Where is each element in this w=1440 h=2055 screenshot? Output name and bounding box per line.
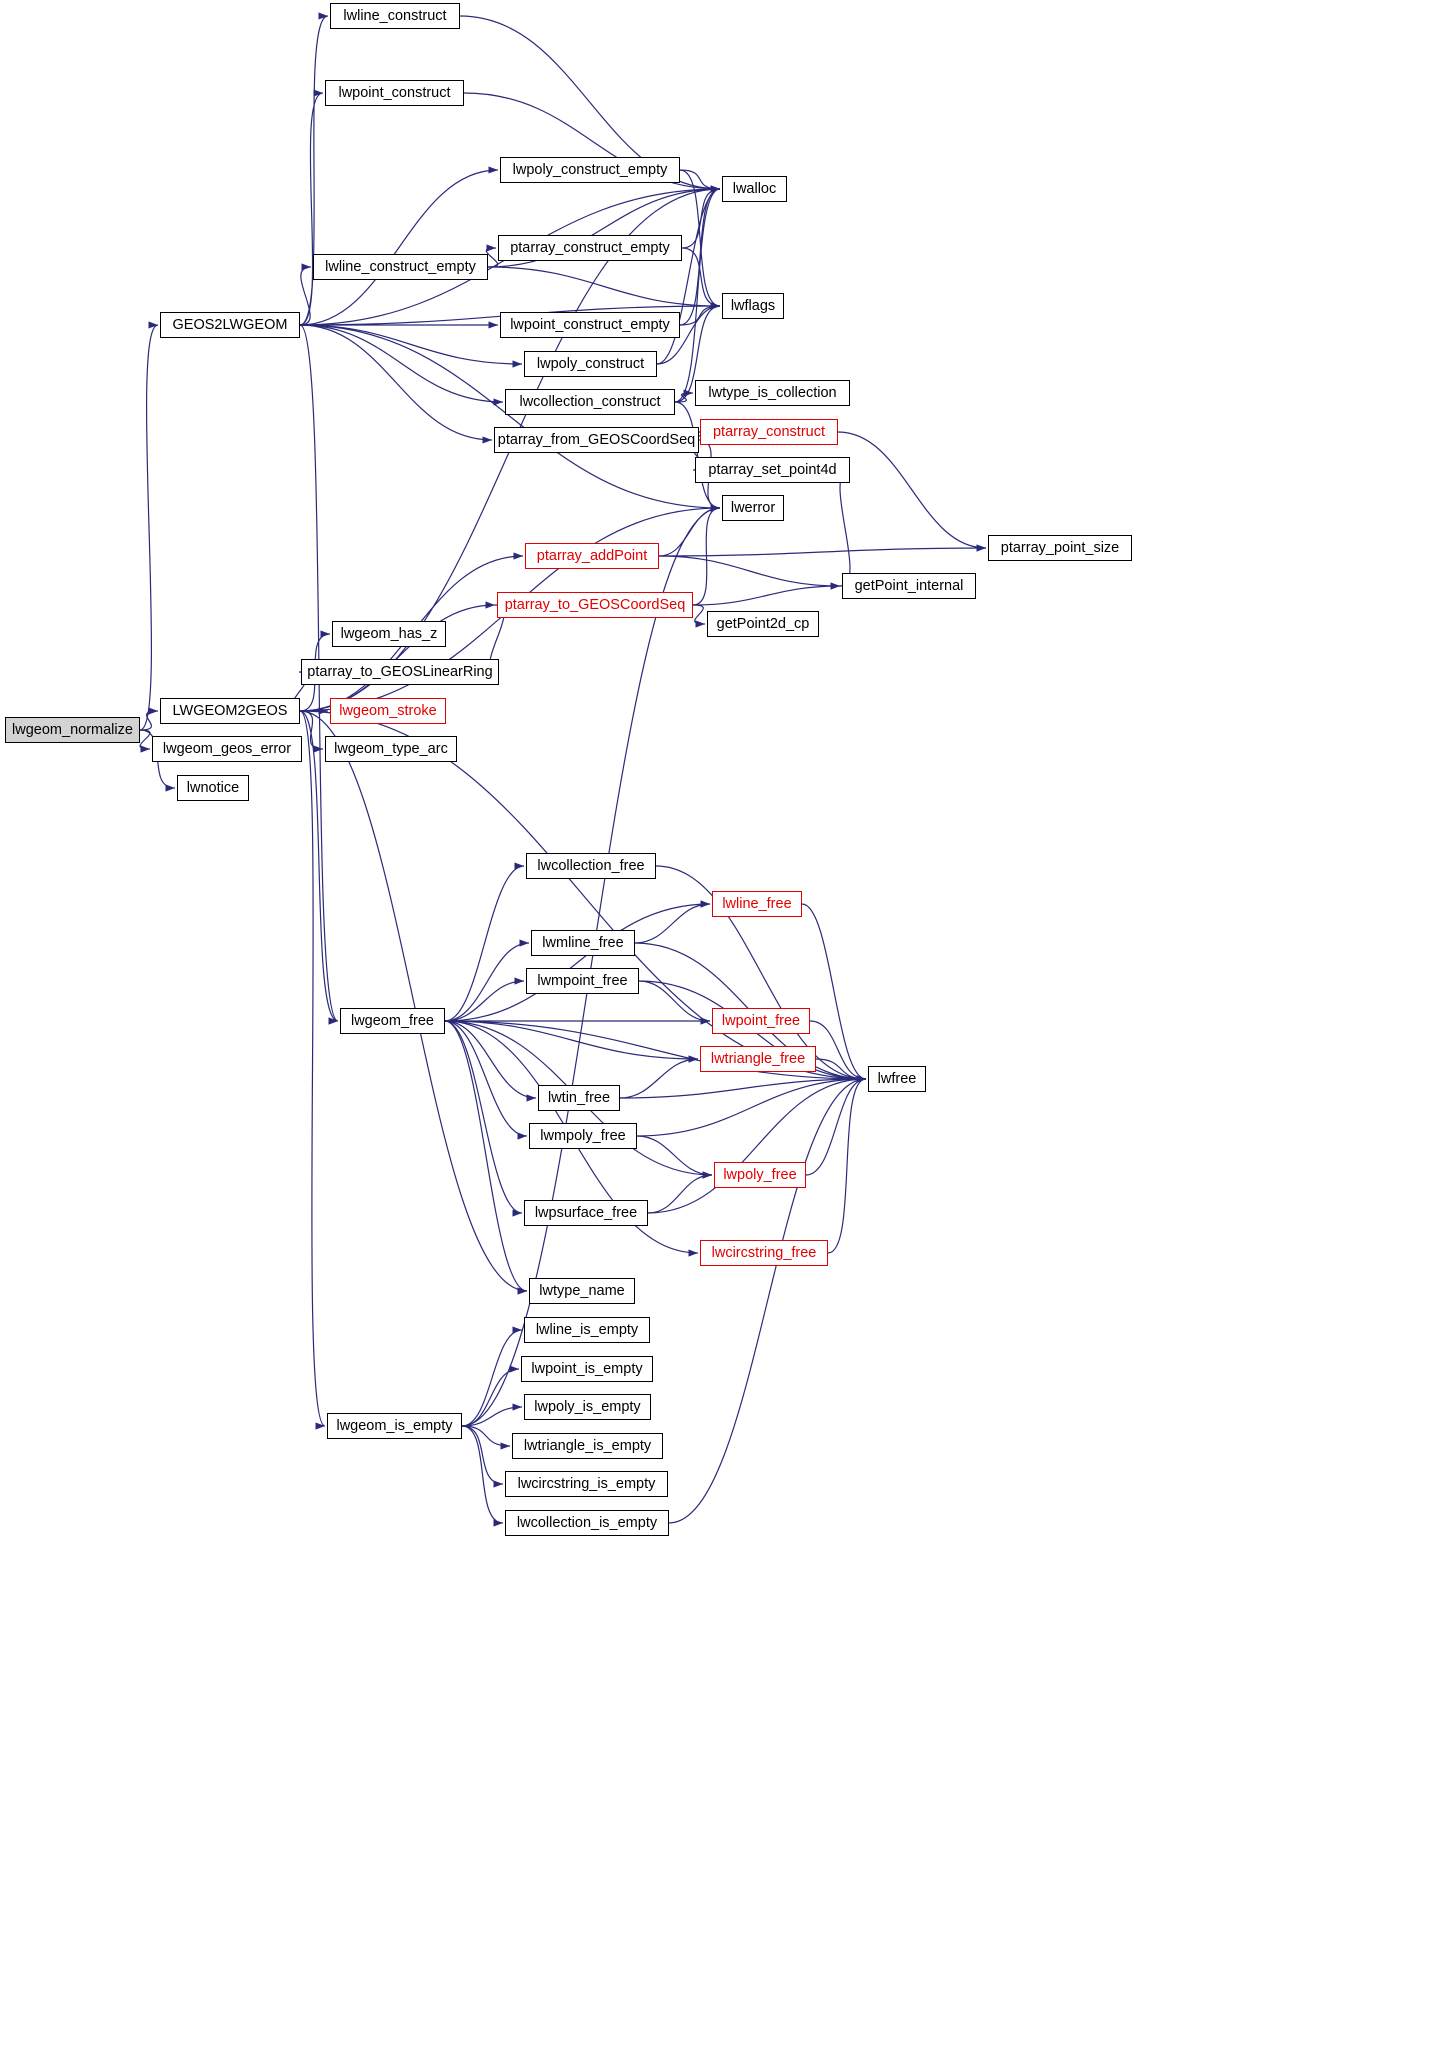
graph-node-lwgeom-has-z[interactable]: lwgeom_has_z xyxy=(332,621,446,647)
graph-node-lwnotice[interactable]: lwnotice xyxy=(177,775,249,801)
edge-GEOS2LWGEOM-to-lwerror xyxy=(300,325,720,508)
edge-lwmline_free-to-lwline_free xyxy=(635,904,710,943)
graph-node-lwtype-name[interactable]: lwtype_name xyxy=(529,1278,635,1304)
graph-node-lwcollection-free[interactable]: lwcollection_free xyxy=(526,853,656,879)
graph-node-lwgeom-type-arc[interactable]: lwgeom_type_arc xyxy=(325,736,457,762)
graph-node-lwline-construct[interactable]: lwline_construct xyxy=(330,3,460,29)
graph-node-lwline-construct-empty[interactable]: lwline_construct_empty xyxy=(313,254,488,280)
graph-node-ptarray-to-geoscoordseq[interactable]: ptarray_to_GEOSCoordSeq xyxy=(497,592,693,618)
graph-node-lwmpoint-free[interactable]: lwmpoint_free xyxy=(526,968,639,994)
graph-node-ptarray-from-geoscoordseq[interactable]: ptarray_from_GEOSCoordSeq xyxy=(494,427,699,453)
graph-node-lwpoly-free[interactable]: lwpoly_free xyxy=(714,1162,806,1188)
graph-node-geos2lwgeom[interactable]: GEOS2LWGEOM xyxy=(160,312,300,338)
edge-lwgeom_free-to-lwline_free xyxy=(445,904,710,1021)
edge-GEOS2LWGEOM-to-ptarray_from_GEOSCoordSeq xyxy=(300,325,492,440)
graph-node-lwgeom2geos[interactable]: LWGEOM2GEOS xyxy=(160,698,300,724)
edge-ptarray_to_GEOSCoordSeq-to-getPoint_internal xyxy=(693,586,840,605)
edge-GEOS2LWGEOM-to-lwcollection_construct xyxy=(300,325,503,402)
edge-ptarray_addPoint-to-getPoint_internal xyxy=(659,556,840,586)
graph-node-lwpoint-construct[interactable]: lwpoint_construct xyxy=(325,80,464,106)
edge-lwgeom_free-to-lwcollection_free xyxy=(445,866,524,1021)
graph-node-lwgeom-free[interactable]: lwgeom_free xyxy=(340,1008,445,1034)
graph-node-lwtriangle-free[interactable]: lwtriangle_free xyxy=(700,1046,816,1072)
graph-node-lwcollection-construct[interactable]: lwcollection_construct xyxy=(505,389,675,415)
graph-node-lwalloc[interactable]: lwalloc xyxy=(722,176,787,202)
edge-lwline_construct_empty-to-ptarray_construct_empty xyxy=(486,248,497,267)
graph-node-ptarray-set-point4d[interactable]: ptarray_set_point4d xyxy=(695,457,850,483)
edge-lwgeom_normalize-to-GEOS2LWGEOM xyxy=(140,325,158,730)
edge-lwgeom_is_empty-to-lwcollection_is_empty xyxy=(462,1426,503,1523)
graph-node-lwpoint-is-empty[interactable]: lwpoint_is_empty xyxy=(521,1356,653,1382)
edge-LWGEOM2GEOS-to-lwtype_name xyxy=(300,711,527,1291)
graph-node-lwpoint-construct-empty[interactable]: lwpoint_construct_empty xyxy=(500,312,680,338)
edge-lwgeom_is_empty-to-lwline_is_empty xyxy=(462,1330,522,1426)
edge-lwcollection_is_empty-to-lwfree xyxy=(669,1079,866,1523)
graph-node-getpoint-internal[interactable]: getPoint_internal xyxy=(842,573,976,599)
edge-lwcollection_construct-to-lwerror xyxy=(675,402,720,508)
edge-GEOS2LWGEOM-to-lwpoly_construct_empty xyxy=(300,170,498,325)
graph-node-lwpoint-free[interactable]: lwpoint_free xyxy=(712,1008,810,1034)
edge-GEOS2LWGEOM-to-lwline_construct_empty xyxy=(300,267,311,325)
graph-node-lwtriangle-is-empty[interactable]: lwtriangle_is_empty xyxy=(512,1433,663,1459)
graph-node-lwerror[interactable]: lwerror xyxy=(722,495,784,521)
graph-node-lwfree[interactable]: lwfree xyxy=(868,1066,926,1092)
graph-node-ptarray-addpoint[interactable]: ptarray_addPoint xyxy=(525,543,659,569)
edge-ptarray_set_point4d-to-getPoint_internal xyxy=(840,470,850,586)
edge-ptarray_addPoint-to-ptarray_point_size xyxy=(659,548,986,556)
graph-node-lwmpoly-free[interactable]: lwmpoly_free xyxy=(529,1123,637,1149)
graph-node-lwcollection-is-empty[interactable]: lwcollection_is_empty xyxy=(505,1510,669,1536)
graph-node-lwline-free[interactable]: lwline_free xyxy=(712,891,802,917)
graph-node-ptarray-to-geoslinearring[interactable]: ptarray_to_GEOSLinearRing xyxy=(301,659,499,685)
edge-lwgeom_normalize-to-LWGEOM2GEOS xyxy=(140,711,158,730)
graph-node-lwgeom-is-empty[interactable]: lwgeom_is_empty xyxy=(327,1413,462,1439)
edge-lwline_construct_empty-to-lwflags xyxy=(488,267,720,306)
graph-node-lwgeom-normalize[interactable]: lwgeom_normalize xyxy=(5,717,140,743)
edge-ptarray_to_GEOSCoordSeq-to-getPoint2d_cp xyxy=(693,605,705,624)
graph-node-lwgeom-stroke[interactable]: lwgeom_stroke xyxy=(330,698,446,724)
graph-node-ptarray-point-size[interactable]: ptarray_point_size xyxy=(988,535,1132,561)
edge-ptarray_construct-to-ptarray_point_size xyxy=(838,432,986,548)
graph-node-lwpsurface-free[interactable]: lwpsurface_free xyxy=(524,1200,648,1226)
edge-lwgeom_free-to-lwtype_name xyxy=(445,1021,527,1291)
graph-node-lwtype-is-collection[interactable]: lwtype_is_collection xyxy=(695,380,850,406)
graph-node-lwmline-free[interactable]: lwmline_free xyxy=(531,930,635,956)
graph-node-lwcircstring-free[interactable]: lwcircstring_free xyxy=(700,1240,828,1266)
graph-node-lwpoly-construct-empty[interactable]: lwpoly_construct_empty xyxy=(500,157,680,183)
graph-node-lwflags[interactable]: lwflags xyxy=(722,293,784,319)
graph-node-lwtin-free[interactable]: lwtin_free xyxy=(538,1085,620,1111)
edge-ptarray_to_GEOSCoordSeq-to-lwerror xyxy=(693,508,720,605)
edge-lwcircstring_free-to-lwfree xyxy=(828,1079,866,1253)
edge-lwcollection_construct-to-lwalloc xyxy=(675,189,720,402)
graph-node-ptarray-construct[interactable]: ptarray_construct xyxy=(700,419,838,445)
graph-node-lwcircstring-is-empty[interactable]: lwcircstring_is_empty xyxy=(505,1471,668,1497)
graph-node-ptarray-construct-empty[interactable]: ptarray_construct_empty xyxy=(498,235,682,261)
graph-node-getpoint2d-cp[interactable]: getPoint2d_cp xyxy=(707,611,819,637)
graph-node-lwgeom-geos-error[interactable]: lwgeom_geos_error xyxy=(152,736,302,762)
edge-lwmpoint_free-to-lwpoint_free xyxy=(639,981,710,1021)
graph-node-lwline-is-empty[interactable]: lwline_is_empty xyxy=(524,1317,650,1343)
graph-node-lwpoly-construct[interactable]: lwpoly_construct xyxy=(524,351,657,377)
edge-lwtin_free-to-lwtriangle_free xyxy=(620,1059,698,1098)
edge-lwgeom_free-to-lwmpoly_free xyxy=(445,1021,527,1136)
graph-node-lwpoly-is-empty[interactable]: lwpoly_is_empty xyxy=(524,1394,651,1420)
